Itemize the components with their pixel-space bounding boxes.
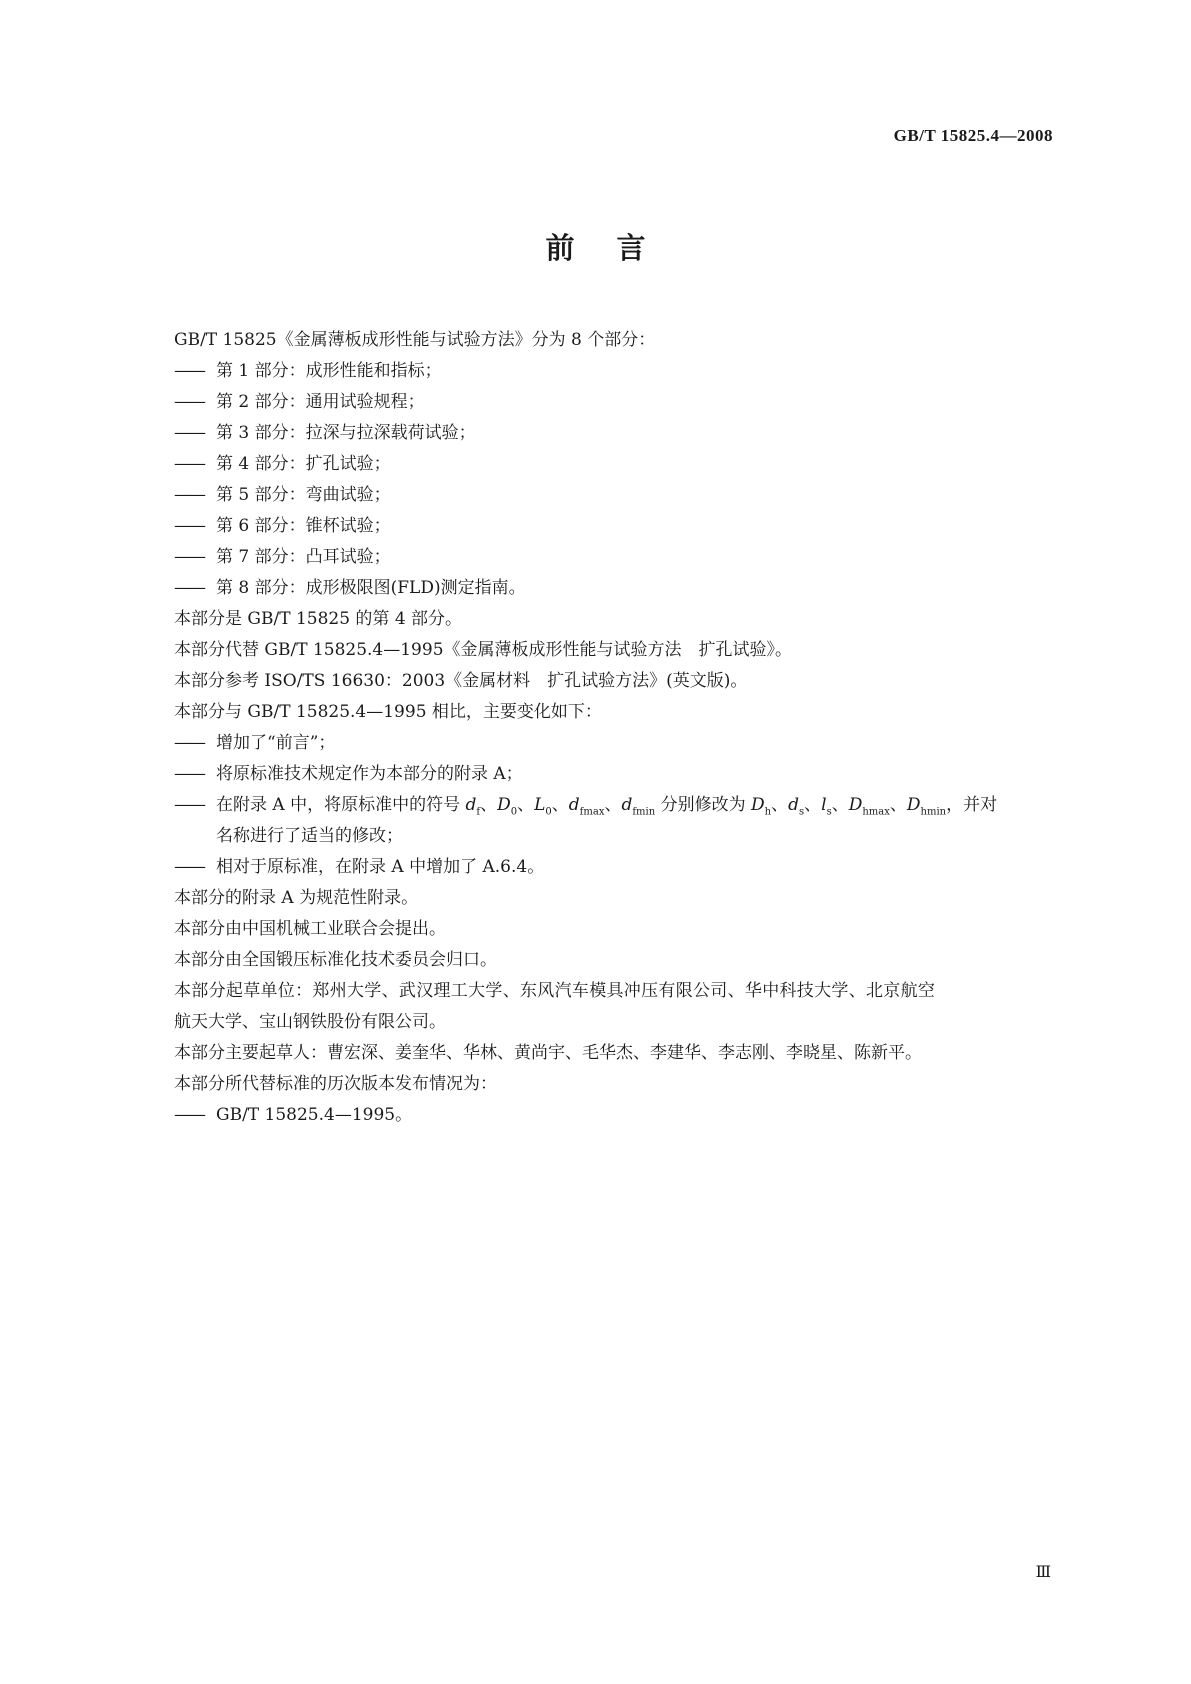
list-item-text: 第 7 部分：凸耳试验；	[216, 547, 391, 567]
change-item-text: 在附录 A 中，将原标准中的符号	[216, 795, 466, 815]
symbol-old-3: $L_0$	[534, 795, 552, 818]
list-item	[174, 449, 1054, 480]
paragraph-centralized-by: 本部分由全国锻压标准化技术委员会归口。	[174, 950, 497, 970]
symbol-old-5: $d_{fmin}$	[621, 795, 656, 818]
dash: ——	[174, 733, 204, 753]
change-item-text: 相对于原标准，在附录 A 中增加了 A.6.4。	[216, 857, 545, 877]
change-item-text: 分别修改为	[655, 795, 751, 815]
symbol-new-4: $D_{hmax}$	[848, 795, 890, 818]
change-item: —— 在附录 A 中，将原标准中的符号 $d_f$、$D_0$、$L_0$、$d_{fmax}$、$d_{fmin}$ 分别修改为 $D_h$、$d_s$、$l_s$、$D_{hmax}$、$D_{hmin}$，并对	[174, 790, 1054, 821]
list-item	[174, 542, 1054, 573]
change-item	[174, 728, 1054, 759]
paragraph-replaces: 本部分代替 GB/T 15825.4—1995《金属薄板成形性能与试验方法 扩孔试验》。	[174, 640, 793, 660]
dash: ——	[174, 485, 204, 505]
paragraph-changes: 本部分与 GB/T 15825.4—1995 相比，主要变化如下：	[174, 702, 602, 722]
dash: ——	[174, 454, 204, 474]
symbol-old-4: $d_{fmax}$	[568, 795, 605, 818]
list-item	[174, 387, 1054, 418]
list-item-text: 第 1 部分：成形性能和指标；	[216, 361, 442, 381]
paragraph-drafting-units: 本部分起草单位：郑州大学、武汉理工大学、东风汽车模具冲压有限公司、华中科技大学、北京航空	[174, 981, 936, 1001]
symbol-new-5: $D_{hmin}$	[906, 795, 947, 818]
symbol-old-1: $d_f$	[465, 795, 481, 818]
standard-id: GB/T 15825.4—2008	[893, 126, 1053, 145]
list-item	[174, 418, 1054, 449]
change-item-text: 增加了“前言”；	[216, 733, 336, 753]
dash: ——	[174, 857, 204, 877]
dash: ——	[174, 516, 204, 536]
dash: ——	[174, 764, 204, 784]
list-item-text: 第 4 部分：扩孔试验；	[216, 454, 391, 474]
list-item-text: 第 8 部分：成形极限图(FLD)测定指南。	[216, 578, 526, 598]
list-item-text: 第 2 部分：通用试验规程；	[216, 392, 425, 412]
page-number: Ⅲ	[1035, 1564, 1051, 1581]
dash: ——	[174, 547, 204, 567]
dash: ——	[174, 423, 204, 443]
dash: ——	[174, 578, 204, 598]
dash: ——	[174, 1105, 204, 1125]
list-item	[174, 480, 1054, 511]
change-item-text: ，并对	[946, 795, 998, 815]
paragraph-annex: 本部分的附录 A 为规范性附录。	[174, 888, 419, 908]
dash: ——	[174, 795, 204, 815]
dash: ——	[174, 392, 204, 412]
list-item	[174, 511, 1054, 542]
list-item-text: 第 3 部分：拉深与拉深载荷试验；	[216, 423, 476, 443]
symbol-new-1: $D_h$	[751, 795, 772, 818]
page-title: 前言	[545, 231, 688, 265]
change-item	[174, 759, 1054, 790]
intro-paragraph: GB/T 15825《金属薄板成形性能与试验方法》分为 8 个部分：	[174, 330, 656, 350]
paragraph-drafters: 本部分主要起草人：曹宏深、姜奎华、华林、黄尚宇、毛华杰、李建华、李志刚、李晓星、陈新平。	[174, 1043, 922, 1063]
history-item	[174, 1100, 1054, 1131]
change-item	[174, 852, 1054, 883]
paragraph-drafting-units-cont: 航天大学、宝山钢铁股份有限公司。	[174, 1012, 446, 1032]
paragraph-reference: 本部分参考 ISO/TS 16630：2003《金属材料 扩孔试验方法》(英文版)。	[174, 671, 748, 691]
list-item-text: 第 5 部分：弯曲试验；	[216, 485, 391, 505]
list-item-text: 第 6 部分：锥杯试验；	[216, 516, 391, 536]
change-item-continuation: 名称进行了适当的修改；	[216, 826, 403, 846]
change-item-text: 将原标准技术规定作为本部分的附录 A；	[216, 764, 523, 784]
history-item-text: GB/T 15825.4—1995。	[216, 1105, 413, 1125]
dash: ——	[174, 361, 204, 381]
list-item	[174, 356, 1054, 387]
symbol-new-2: $d_s$	[788, 795, 805, 818]
document-body	[174, 325, 1054, 1131]
symbol-old-2: $D_0$	[497, 795, 518, 818]
list-item	[174, 573, 1054, 604]
paragraph-history: 本部分所代替标准的历次版本发布情况为：	[174, 1074, 497, 1094]
paragraph-part-number: 本部分是 GB/T 15825 的第 4 部分。	[174, 609, 463, 629]
symbol-new-3: $l_s$	[821, 795, 832, 818]
paragraph-proposed-by: 本部分由中国机械工业联合会提出。	[174, 919, 446, 939]
